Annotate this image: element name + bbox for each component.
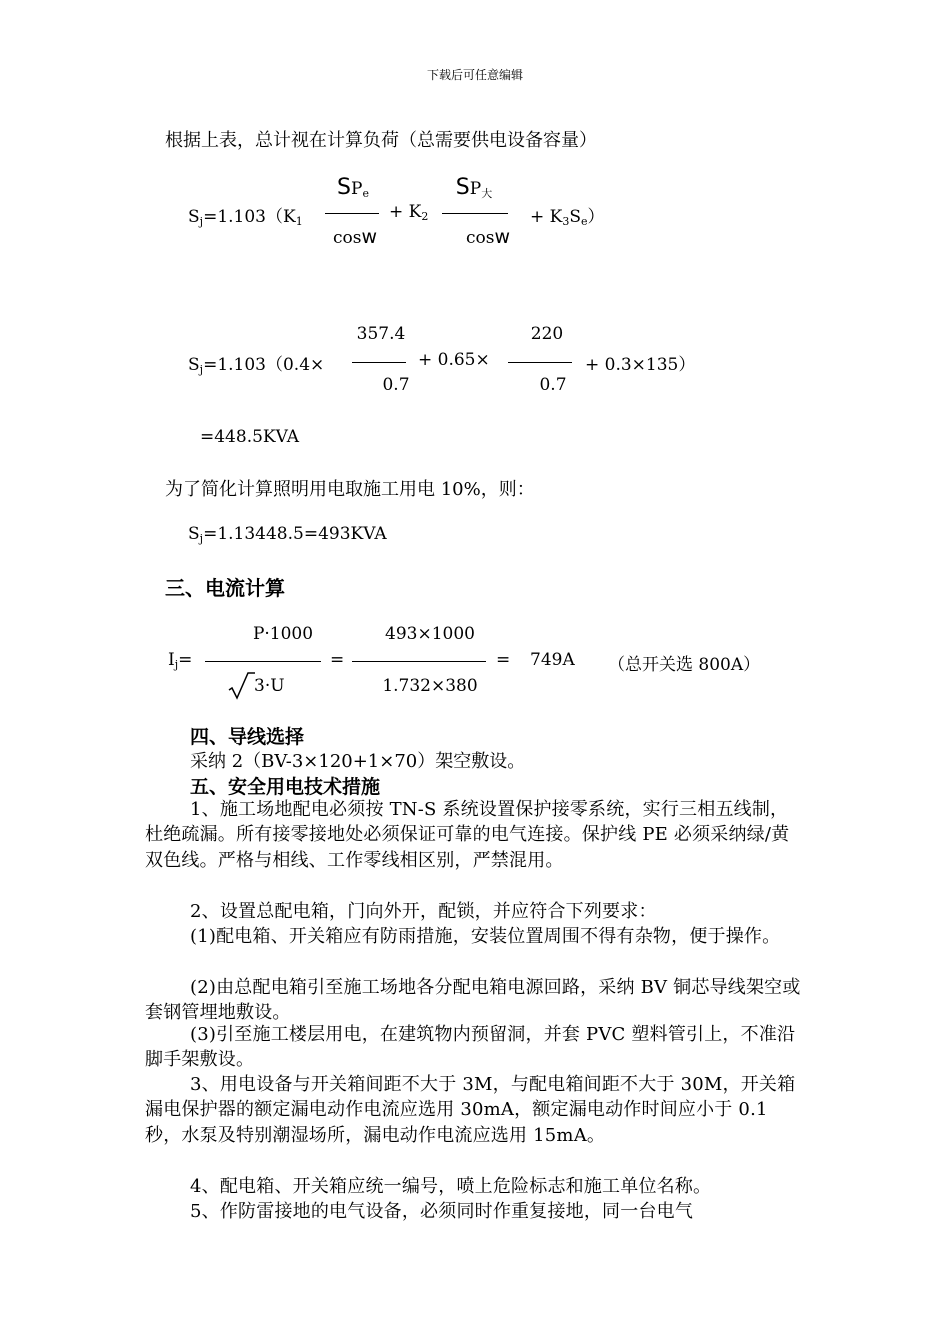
safety-paragraph: 1、施工场地配电必须按 TN-S 系统设置保护接零系统，实行三相五线制，杜绝疏漏。所有接零接地处必须保证可靠的电气连接。保护线 PE 必须采纳绿/黄双色线。严格与相线、工作零线相区别，严禁混用。 bbox=[145, 799, 790, 871]
formula2-num2: 220 bbox=[530, 324, 564, 344]
formula3: $S_j=1.13448.5=493KVA$ bbox=[188, 524, 387, 545]
wire-text: 采纳 2（BV-3×120+1×70）架空敷设。 bbox=[190, 751, 526, 772]
formula2-tail: + 0.3×135） bbox=[585, 355, 696, 375]
fraction-bar bbox=[352, 362, 406, 363]
formula1-den1: cosw bbox=[332, 226, 378, 248]
safety-paragraph: 3、用电设备与开关箱间距不大于 3M，与配电箱间距不大于 30M，开关箱漏电保护器的额定漏电动作电流应选用 30mA，额定漏电动作时间应小于 0.1 秒，水泵及特别潮湿场所，漏电动作电流应选用 15mA。 bbox=[145, 1074, 796, 1146]
current-den1: 3·U bbox=[228, 676, 285, 696]
formula2-mid: + 0.65× bbox=[418, 350, 490, 370]
safety-paragraph: 4、配电箱、开关箱应统一编号，喷上危险标志和施工单位名称。 bbox=[190, 1176, 712, 1197]
formula2-lhs: $S_j=1.103(0.4\times$ bbox=[188, 355, 325, 376]
formula1-k2: + $K_2$ bbox=[389, 202, 429, 223]
sqrt-icon bbox=[228, 672, 256, 700]
formula1-den2: cosw bbox=[465, 226, 511, 248]
formula1-num1: $SP_e$ bbox=[337, 175, 369, 200]
formula1-num2: $SP_大$ bbox=[455, 175, 493, 200]
section-heading-current: 三、电流计算 bbox=[165, 576, 285, 600]
current-num1: P·1000 bbox=[252, 624, 314, 644]
current-eq2: = bbox=[330, 650, 345, 670]
current-den2: 1.732×380 bbox=[382, 676, 478, 696]
safety-paragraph: (3)引至施工楼层用电，在建筑物内预留洞，并套 PVC 塑料管引上，不准沿脚手架敷设。 bbox=[145, 1024, 796, 1071]
formula2-den2: 0.7 bbox=[539, 375, 567, 395]
fraction-bar bbox=[442, 213, 508, 214]
safety-paragraph: 2、设置总配电箱，门向外开，配锁，并应符合下列要求： bbox=[190, 901, 657, 922]
formula2-den1: 0.7 bbox=[382, 375, 410, 395]
current-value: 749A bbox=[530, 650, 575, 670]
current-lhs: $I_j=$ bbox=[168, 650, 193, 671]
fraction-bar bbox=[205, 661, 321, 662]
current-num2: 493×1000 bbox=[385, 624, 475, 644]
safety-paragraph: 5、作防雷接地的电气设备，必须同时作重复接地，同一台电气 bbox=[190, 1201, 694, 1222]
fraction-bar bbox=[352, 661, 486, 662]
formula1-k3: + $K_3S_e$） bbox=[530, 207, 605, 228]
formula1-lhs: $S_j=1.103(K_1$ bbox=[188, 207, 303, 228]
current-eq3: = bbox=[496, 650, 511, 670]
section-heading-wire: 四、导线选择 bbox=[190, 726, 305, 748]
lighting-text: 为了简化计算照明用电取施工用电 10%，则： bbox=[165, 479, 535, 500]
formula2-num1: 357.4 bbox=[356, 324, 406, 344]
current-note: （总开关选 800A） bbox=[608, 655, 761, 675]
section-heading-safety: 五、安全用电技术措施 bbox=[190, 776, 381, 798]
intro-text: 根据上表，总计视在计算负荷（总需要供电设备容量） bbox=[165, 130, 597, 151]
result-load: =448.5KVA bbox=[200, 427, 300, 447]
safety-paragraph: (2)由总配电箱引至施工场地各分配电箱电源回路，采纳 BV 铜芯导线架空或套钢管埋地敷设。 bbox=[145, 977, 801, 1024]
safety-paragraph: (1)配电箱、开关箱应有防雨措施，安装位置周围不得有杂物，便于操作。 bbox=[190, 926, 781, 947]
page-header: 下载后可任意编辑 bbox=[426, 68, 523, 82]
fraction-bar bbox=[508, 362, 572, 363]
fraction-bar bbox=[325, 213, 379, 214]
